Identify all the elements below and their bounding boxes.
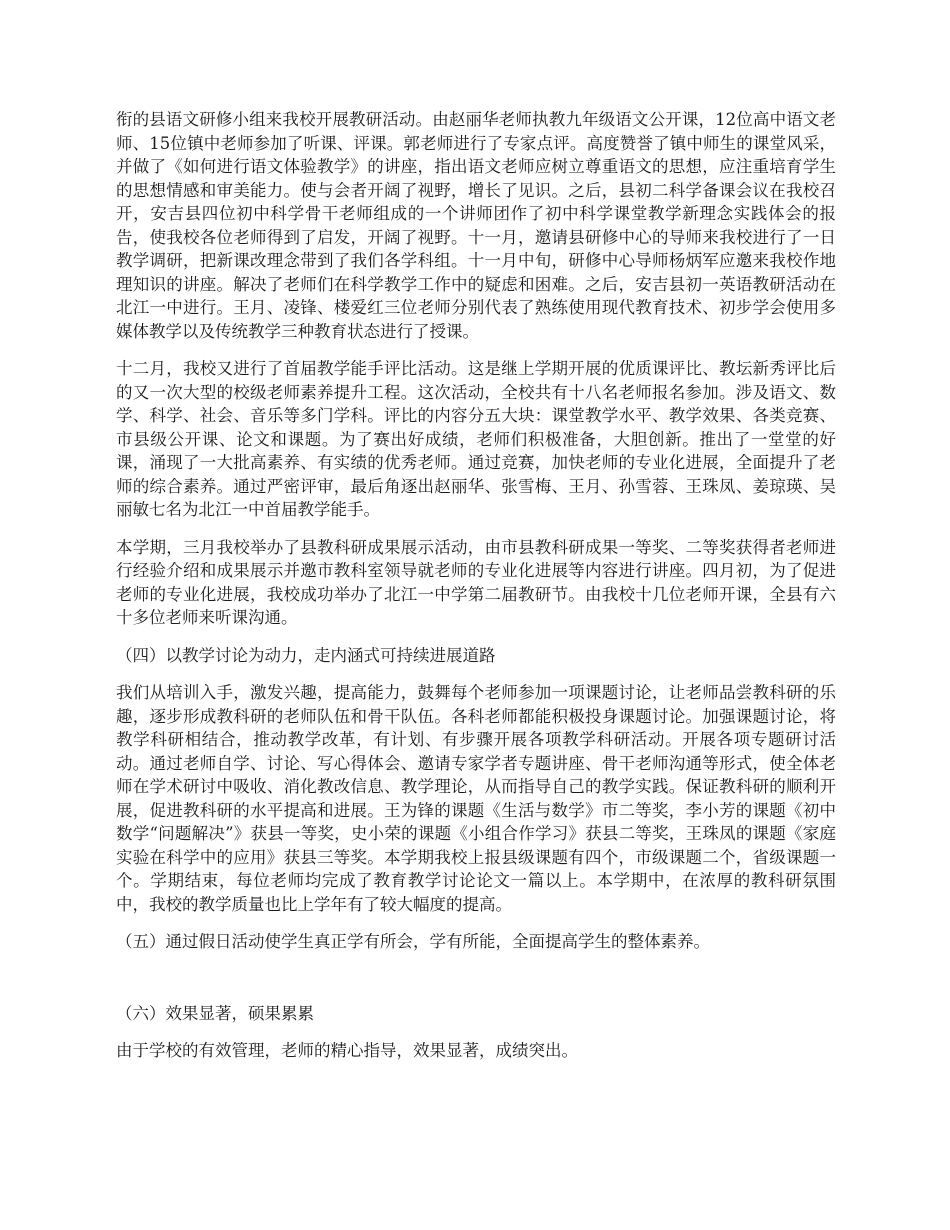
section-heading-4: （四）以教学讨论为动力，走内涵式可持续进展道路 <box>116 645 496 665</box>
document-page <box>116 108 836 1077</box>
paragraph-teaching-competition: 十二月，我校又进行了首届教学能手评比活动。这是继上学期开展的优质课评比、教坛新秀评比后的又一次大型的校级老师素养提升工程。这次活动，全校共有十八名老师报名参加。涉及语文、数学、科学、社会、音乐等多门学科。评比的内容分五大块：课堂教学水平、教学效果、各类竞赛、市县级公开课、论文和课题。为了赛出好成绩，老师们积极准备，大胆创新。推出了一堂堂的好课，涌现了一大批高素养、有实绩的优秀老师。通过竞赛，加快老师的专业化进展，全面提升了老师的综合素养。通过严密评审，最后角逐出赵丽华、张雪梅、王月、孙雪蓉、王珠凤、姜琼瑛、吴丽敏七名为北江一中首届教学能手。 <box>116 359 836 519</box>
section-heading-5: （五）通过假日活动使学生真正学有所会，学有所能，全面提高学生的整体素养。 <box>116 932 710 951</box>
section-spacer <box>116 968 836 1002</box>
paragraph-results: 由于学校的有效管理，老师的精心指导，效果显著，成绩突出。 <box>116 1041 578 1060</box>
section-heading-6: （六）效果显著，硕果累累 <box>116 1003 314 1023</box>
paragraph-research-achievements: 本学期，三月我校举办了县教科研成果展示活动，由市县教科研成果一等奖、二等奖获得者老师进行经验介绍和成果展示并邀市教科室领导就老师的专业化进展等内容进行讲座。四月初，为了促进老师的专业化进展，我校成功举办了北江一中学第二届教研节。由我校十几位老师开课，全县有六十多位老师来听课沟通。 <box>116 537 836 627</box>
paragraph-teaching-research-activities: 衔的县语文研修小组来我校开展教研活动。由赵丽华老师执教九年级语文公开课，12位高中语文老师、15位镇中老师参加了听课、评课。郭老师进行了专家点评。高度赞誉了镇中师生的课堂风采，并做了《如何进行语文体验教学》的讲座，指出语文老师应树立尊重语文的思想，应注重培育学生的思想情感和审美能力。使与会者开阔了视野，增长了见识。之后，县初二科学备课会议在我校召开，安吉县四位初中科学骨干老师组成的一个讲师团作了初中科学课堂教学新理念实践体会的报告，使我校各位老师得到了启发，开阔了视野。十一月，邀请县研修中心的导师来我校进行了一日教学调研，把新课改理念带到了我们各学科组。十一月中旬，研修中心导师杨炳军应邀来我校作地理知识的讲座。解决了老师们在科学教学工作中的疑虑和困难。之后，安吉县初一英语教研活动在北江一中进行。王月、凌锋、楼爱红三位老师分别代表了熟练使用现代教育技术、初步学会使用多媒体教学以及传统教学三种教育状态进行了授课。 <box>116 110 836 341</box>
paragraph-research-topics: 我们从培训入手，激发兴趣，提高能力，鼓舞每个老师参加一项课题讨论，让老师品尝教科研的乐趣，逐步形成教科研的老师队伍和骨干队伍。各科老师都能积极投身课题讨论。加强课题讨论，将教学科研相结合，推动教学改革，有计划、有步骤开展各项教学科研活动。开展各项专题研讨活动。通过老师自学、讨论、写心得体会、邀请专家学者专题讲座、骨干老师沟通等形式，使全体老师在学术研讨中吸收、消化教改信息、教学理论，从而指导自己的教学实践。保证教科研的顺利开展，促进教科研的水平提高和进展。王为锋的课题《生活与数学》市二等奖，李小芳的课题《初中数学“问题解决”》获县一等奖，史小荣的课题《小组合作学习》获县二等奖，王珠凤的课题《家庭实验在科学中的应用》获县三等奖。本学期我校上报县级课题有四个，市级课题二个，省级课题一个。学期结束，每位老师均完成了教育教学讨论论文一篇以上。本学期中，在浓厚的教科研氛围中，我校的教学质量也比上学年有了较大幅度的提高。 <box>116 683 836 914</box>
